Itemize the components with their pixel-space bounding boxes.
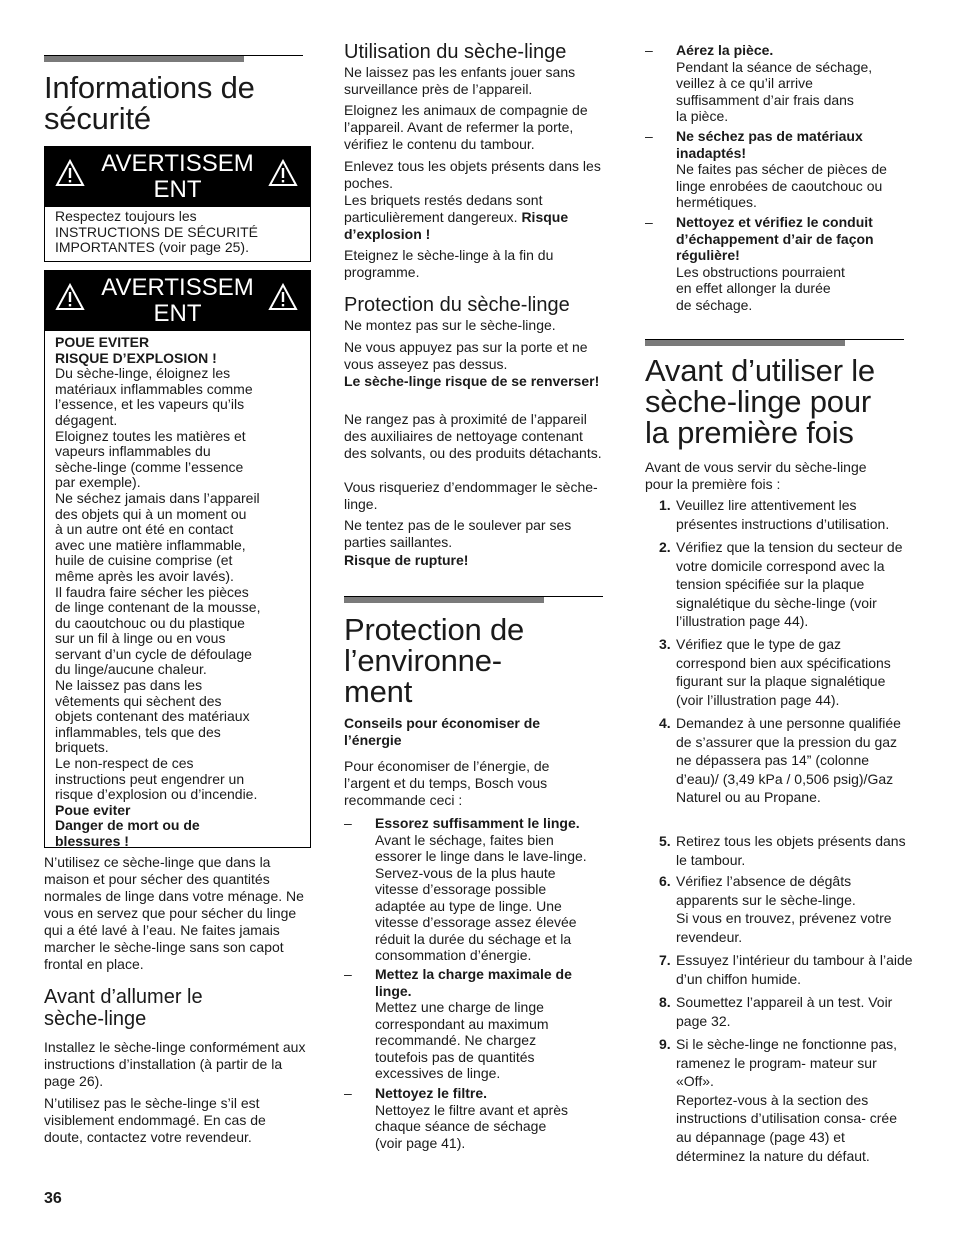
page-title: Informations de sécurité <box>44 70 255 136</box>
list-item: – Aérez la pièce. Pendant la séance de séchage, veillez à ce qu’il arrive suffisamment d’air frais dans la pièce. <box>645 42 873 124</box>
step-text: Soumettez l’appareil à un test. Voir page 32. <box>676 994 893 1029</box>
list-item: – Nettoyez et vérifiez le conduit d’échappement d’air de façon régulière! Les obstructions pourraient en effet allonger la durée de séchage. <box>645 214 874 313</box>
intro-paragraph: Avant de vous servir du sèche-linge pour la première fois : <box>645 459 867 492</box>
step-text: Veuillez lire attentivement les présentes instructions d’utilisation. <box>676 497 890 532</box>
warning-text: Respectez toujours les INSTRUCTIONS DE SÉCURITÉ IMPORTANTES (voir page 25). <box>55 208 259 256</box>
paragraph: Ne laissez pas les enfants jouer sans surveillance près de l’appareil. <box>344 64 576 97</box>
conseils-heading: Conseils pour économiser de l’énergie <box>344 715 541 748</box>
list-item: – Mettez la charge maximale de linge. Mettez une charge de linge correspondant au maximum recommandé. Ne chargez toutefois pas de quantités excessives de linge. <box>344 966 572 1081</box>
step-text: Retirez tous les objets présents dans le tambour. <box>676 833 906 868</box>
warning-triangle-icon <box>268 159 298 187</box>
section-heading-avant-allumer: Avant d’allumer le sèche-linge <box>44 986 203 1030</box>
paragraph: Eteignez le sèche-linge à la fin du programme. <box>344 247 554 280</box>
section-bar <box>344 597 544 603</box>
warning-heading: AVERTISSEM ENT <box>101 274 254 327</box>
warning-heading: AVERTISSEM ENT <box>101 150 254 203</box>
page-number: 36 <box>44 1190 62 1207</box>
section-heading-protection: Protection du sèche-linge <box>344 294 570 316</box>
section-rule <box>645 339 904 340</box>
step-number: 2. <box>659 539 671 555</box>
warning-box-1 <box>44 146 311 262</box>
warning-triangle-icon <box>55 159 85 187</box>
paragraph: Risque de rupture! <box>344 552 469 568</box>
list-item: – Nettoyez le filtre. Nettoyez le filtre avant et après chaque séance de séchage (voir page 41). <box>344 1085 568 1151</box>
section-title-avant-utiliser: Avant d’utiliser le sèche-linge pour la première fois <box>645 353 875 450</box>
warning-triangle-icon <box>268 283 298 311</box>
step-number: 6. <box>659 873 671 889</box>
list-item: – Essorez suffisamment le linge. Avant le séchage, faites bien essorer le linge dans le lave-linge. Servez-vous de la plus haute vitesse d’essorage possible adaptée au type de linge. Une vitesse d’essorage assez élevée réduit la durée du séchage et la consommation d’énergie. <box>344 815 587 963</box>
paragraph: Ne tentez pas de le soulever par ses parties saillantes. <box>344 517 572 550</box>
damage-paragraph: N’utilisez pas le sèche-linge s’il est visiblement endommagé. En cas de doute, contactez votre revendeur. <box>44 1095 266 1145</box>
step-text: Vérifiez que la tension du secteur de votre domicile correspond avec la tension spécifiée sur la plaque signalétique du sèche-linge (voir l’illustration page 44). <box>676 539 903 630</box>
section-heading-utilisation: Utilisation du sèche-linge <box>344 41 567 63</box>
usage-paragraph: N’utilisez ce sèche-linge que dans la maison et pour sécher des quantités normales de linge dans votre ménage. Ne vous en servez que pour sécher du linge qui a été lavé à l’eau. Ne faites jamais marcher le sèche-linge sans son capot frontal en place. <box>44 854 304 972</box>
warning-triangle-icon <box>55 283 85 311</box>
paragraph: Ne montez pas sur le sèche-linge. <box>344 317 556 333</box>
step-text: Vérifiez que le type de gaz correspond bien aux spécifications figurant sur la plaque signalétique (voir l’illustration page 44). <box>676 636 891 708</box>
step-text: Vérifiez l’absence de dégâts apparents sur le sèche-linge. Si vous en trouvez, prévenez votre revendeur. <box>676 873 892 945</box>
paragraph: Ne vous appuyez pas sur la porte et ne vous asseyez pas dessus. <box>344 339 588 372</box>
step-text: Si le sèche-linge ne fonctionne pas, ramenez le program- mateur sur «Off». Reportez-vous à la section des instructions d’utilisation consa- crée au dépannage (page 43) et déterminez la nature du défaut. <box>676 1036 898 1164</box>
paragraph: Ne rangez pas à proximité de l’appareil des auxiliaires de nettoyage contenant des solvants, ou des produits détachants. <box>344 411 602 461</box>
step-number: 4. <box>659 715 671 731</box>
paragraph: Le sèche-linge risque de se renverser! <box>344 373 600 389</box>
install-paragraph: Installez le sèche-linge conformément aux instructions d’installation (à partir de la page 26). <box>44 1039 306 1089</box>
section-bar <box>44 56 244 62</box>
step-number: 7. <box>659 952 671 968</box>
section-rule <box>344 596 603 597</box>
paragraph: Pour économiser de l’énergie, de l’argent et du temps, Bosch vous recommande ceci : <box>344 758 550 808</box>
section-title-environnement: Protection de l’environne- ment <box>344 612 525 709</box>
step-number: 9. <box>659 1036 671 1052</box>
list-item: – Ne séchez pas de matériaux inadaptés! Ne faites pas sécher de pièces de linge enrobées de caoutchouc ou hermétiques. <box>645 128 887 210</box>
step-number: 8. <box>659 994 671 1010</box>
step-text: Demandez à une personne qualifiée de s’assurer que la pression du gaz ne dépassera pas 14” (colonne d’eau)/ (3,49 kPa / 0,506 psig)/Gaz Naturel ou au Propane. <box>676 715 901 806</box>
warning-header <box>45 147 310 207</box>
paragraph: Enlevez tous les objets présents dans les poches. <box>344 158 601 191</box>
warning-header <box>45 271 310 331</box>
step-number: 3. <box>659 636 671 652</box>
section-bar <box>645 340 845 346</box>
paragraph: Les briquets restés dedans sont particulièrement dangereux. Risque d’explosion ! <box>344 192 569 242</box>
step-number: 5. <box>659 833 671 849</box>
section-rule <box>44 55 303 56</box>
paragraph: Vous risqueriez d’endommager le sèche-linge. <box>344 479 598 512</box>
warning-text: POUE EVITER RISQUE D’EXPLOSION ! Du sèche-linge, éloignez les matériaux inflammables comme l’essence, et les vapeurs qu’ils dégagent. Eloignez toutes les matières et vapeurs inflammables du sèche-linge (comme l’essence par exemple). Ne séchez jamais dans l’appareil des objets qui à un moment ou à un autre ont été en contact avec une matière inflammable, huile de cuisine comprise (et même après les avoir lavés). Il faudra faire sécher les pièces de linge contenant de la mousse, du caoutchouc ou du plastique sur un fil à linge ou en vous servant d’un cycle de défoulage du linge/aucune chaleur. Ne laissez pas dans les vêtements qui sèchent des objets contenant des matériaux inflammables, tels que des briquets. Le non-respect de ces instructions peut engendrer un risque d’explosion ou d’incendie. Poue eviter Danger de mort ou de blessures ! <box>55 334 261 849</box>
step-number: 1. <box>659 497 671 513</box>
paragraph: Eloignez les animaux de compagnie de l’appareil. Avant de refermer la porte, vérifiez le contenu du tambour. <box>344 102 588 152</box>
warning-box-2 <box>44 270 311 848</box>
step-text: Essuyez l’intérieur du tambour à l’aide d’un chiffon humide. <box>676 952 913 987</box>
